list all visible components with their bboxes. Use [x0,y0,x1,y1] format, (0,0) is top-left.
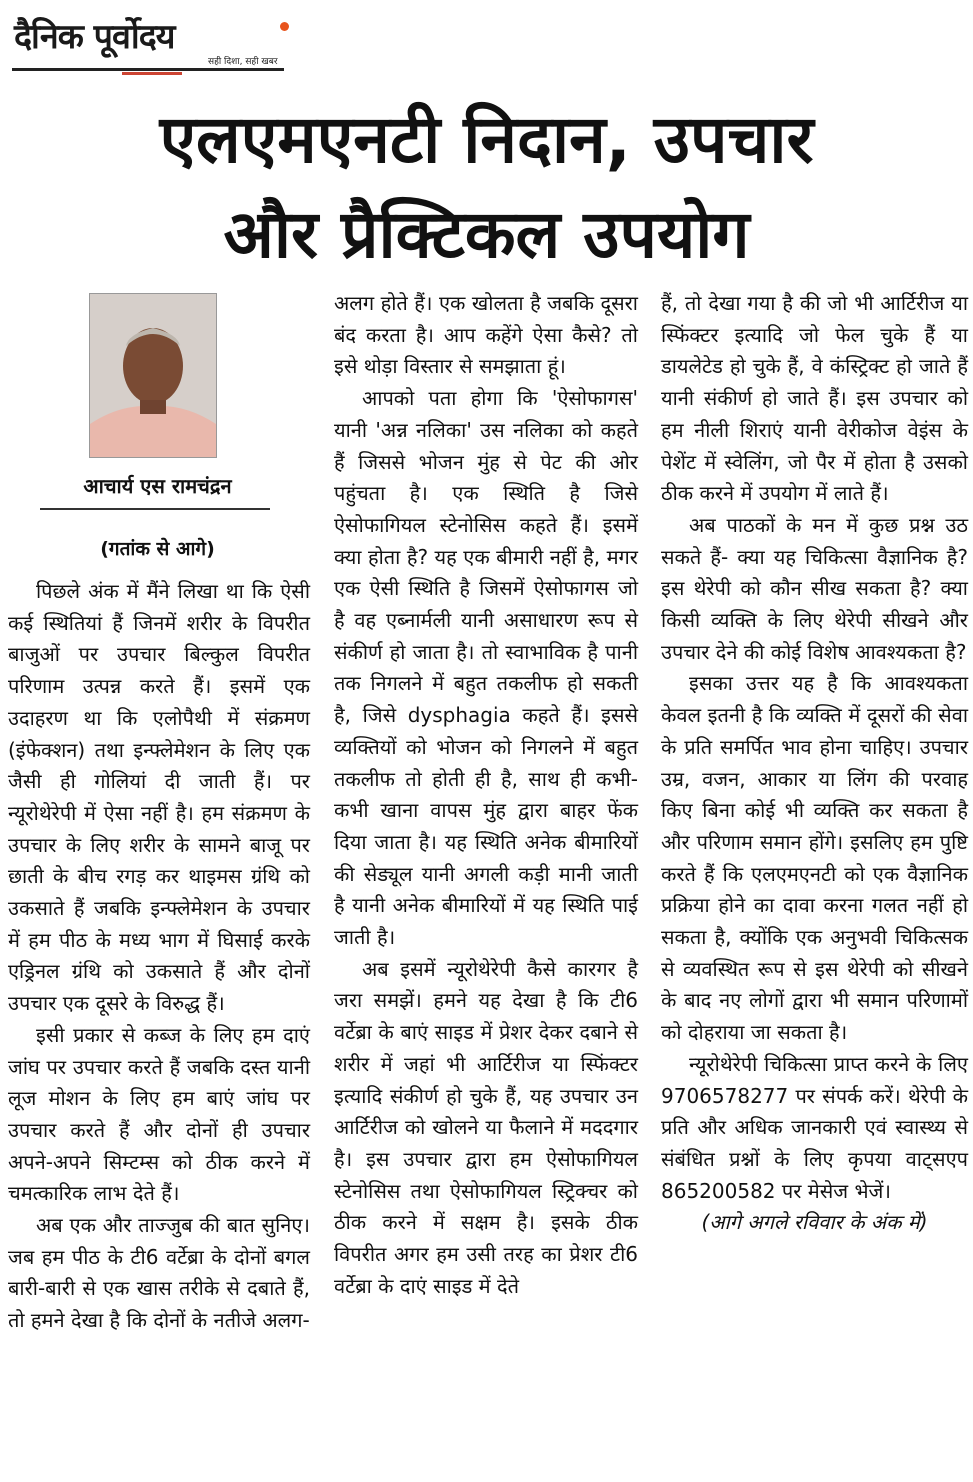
paragraph: पिछले अंक में मैंने लिखा था कि ऐसी कई स्थितियां हैं जिनमें शरीर के विपरीत बाजुओं पर उपचार बिल्कुल विपरीत परिणाम उत्पन्न करते हैं। इसमें एक उदाहरण था कि एलोपैथी में संक्रमण (इंफेक्शन) तथा इन्फ्लेमेशन के लिए एक जैसी ही गोलियां दी जाती हैं। पर न्यूरोथेरेपी में ऐसा नहीं है। हम संक्रमण के उपचार के लिए शरीर के सामने बाजू पर छाती के बीच रगड़ कर थाइमस ग्रंथि को उकसाते हैं जबकि इन्फ्लेमेशन के उपचार में हम पीठ के मध्य भाग में घिसाई करके एड्रिनल ग्रंथि को उकसाते हैं और दोनों उपचार एक दूसरे के विरुद्ध हैं। [8,579,310,1016]
paragraph: न्यूरोथेरेपी चिकित्सा प्राप्त करने के लिए 9706578277 पर संपर्क करें। थेरेपी के प्रति और अधिक जानकारी एवं स्वास्थ्य से संबंधित प्रश्नों के लिए कृपया वाट्सएप 865200582 पर मेसेज भेजें। [661,1051,968,1203]
paragraph: अब एक और ताज्जुब की बात सुनिए। जब हम पीठ के टी6 वर्टेब्रा के दोनों बगल बारी-बारी से एक खास तरीके से दबाते हैं, तो हमने देखा है कि दोनों के नतीजे अलग- [8,1213,310,1333]
continued-label: (गतांक से आगे) [100,538,215,560]
masthead [12,8,287,72]
paragraph: हैं, तो देखा गया है की जो भी आर्टिरीज या स्फिंक्टर इत्यादि जो फेल चुके हैं या डायलेटेड हो चुके हैं, वे कंस्ट्रिक्ट हो जाते हैं यानी संकीर्ण हो जाते हैं। इस उपचार को हम नीली शिराएं यानी वेरीकोज वेइंस के पेशेंट में स्वेलिंग, जो पैर में होता है उसको ठीक करने में उपयोग में लाते हैं। [661,291,968,506]
headline-line-2: और प्रैक्टिकल उपयोग [223,196,750,273]
logo-dot-icon [280,22,289,31]
paragraph: इसका उत्तर यह है कि आवश्यकता केवल इतनी है कि व्यक्ति में दूसरों की सेवा के प्रति समर्पित भाव होना चाहिए। उपचार उम्र, वजन, आकार या लिंग की परवाह किए बिना कोई भी व्यक्ति कर सकता है और परिणाम समान होंगे। इसलिए हम पुष्टि करते हैं कि एलएमएनटी को एक वैज्ञानिक प्रक्रिया होने का दावा करना गलत नहीं हो सकता है, क्योंकि एक अनुभवी चिकित्सक से व्यवस्थित रूप से इस थेरेपी को सीखने के बाद नए लोगों द्वारा भी समान परिणामों को दोहराया जा सकता है। [661,671,968,1045]
continuation-note: (आगे अगले रविवार के अंक में) [701,1210,928,1235]
masthead-tagline: सही दिशा, सही खबर [208,57,278,67]
author-portrait-icon [90,294,216,457]
article-column-1 [8,576,310,1337]
author-rule [40,508,270,510]
paragraph: इसी प्रकार से कब्ज के लिए हम दाएं जांघ पर उपचार करते हैं जबकि दस्त यानी लूज मोशन के लिए हम बाएं जांघ पर उपचार करते हैं और दोनों ही उपचार अपने-अपने सिम्टम्स को ठीक करने में चमत्कारिक लाभ देते हैं। [8,1022,310,1206]
article-column-2 [334,288,638,1303]
masthead-rule [12,68,284,71]
headline-line-1: एलएमएनटी निदान, उपचार [159,101,814,178]
masthead-accent-rule [122,72,182,75]
paragraph: अब इसमें न्यूरोथेरेपी कैसे कारगर है जरा समझें। हमने यह देखा है कि टी6 वर्टेब्रा के बाएं साइड में प्रेशर देकर दबाने से शरीर में जहां भी आर्टिरीज या स्फिंक्टर इत्यादि संकीर्ण हो चुके हैं, यह उपचार उन आर्टिरीज को खोलने या फैलाने में मददगार है। इस उपचार द्वारा हम ऐसोफागियल स्टेनोसिस तथा ऐसोफागियल स्ट्रिक्चर को ठीक करने में सक्षम है। इसके ठीक विपरीत अगर हम उसी तरह का प्रेशर टी6 वर्टेब्रा के दाएं साइड में देते [334,956,638,1298]
article-column-3 [661,288,968,1239]
newspaper-logo: दैनिक पूर्वोदय [14,17,175,57]
author-name: आचार्य एस रामचंद्रन [83,474,232,498]
paragraph: अलग होते हैं। एक खोलता है जबकि दूसरा बंद करता है। आप कहेंगे ऐसा कैसे? तो इसे थोड़ा विस्तार से समझाता हूं। [334,291,638,379]
paragraph: आपको पता होगा कि 'ऐसोफागस' यानी 'अन्न नलिका' उस नलिका को कहते हैं जिससे भोजन मुंह से पेट की ओर पहुंचता है। एक स्थिति है जिसे ऐसोफागियल स्टेनोसिस कहते हैं। इसमें क्या होता है? यह एक बीमारी नहीं है, मगर एक ऐसी स्थिति है जिसमें ऐसोफागस जो है वह एब्नार्मली यानी असाधारण रूप से संकीर्ण हो जाता है। तो स्वाभाविक है पानी तक निगलने में बहुत तकलीफ हो सकती है, जिसे dysphagia कहते हैं। इससे व्यक्तियों को भोजन को निगलने में बहुत तकलीफ तो होती ही है, साथ ही कभी-कभी खाना वापस मुंह द्वारा बाहर फेंक दिया जाता है। यह स्थिति अनेक बीमारियों की सेड्यूल यानी अगली कड़ी मानी जाती है यानी अनेक बीमारियों में यह स्थिति पाई जाती है। [334,386,638,950]
paragraph: अब पाठकों के मन में कुछ प्रश्न उठ सकते हैं- क्या यह चिकित्सा वैज्ञानिक है? इस थेरेपी को कौन सीख सकता है? क्या किसी व्यक्ति के लिए थेरेपी सीखने और उपचार देने की कोई विशेष आवश्यकता है? [661,512,968,664]
author-photo [89,293,217,458]
